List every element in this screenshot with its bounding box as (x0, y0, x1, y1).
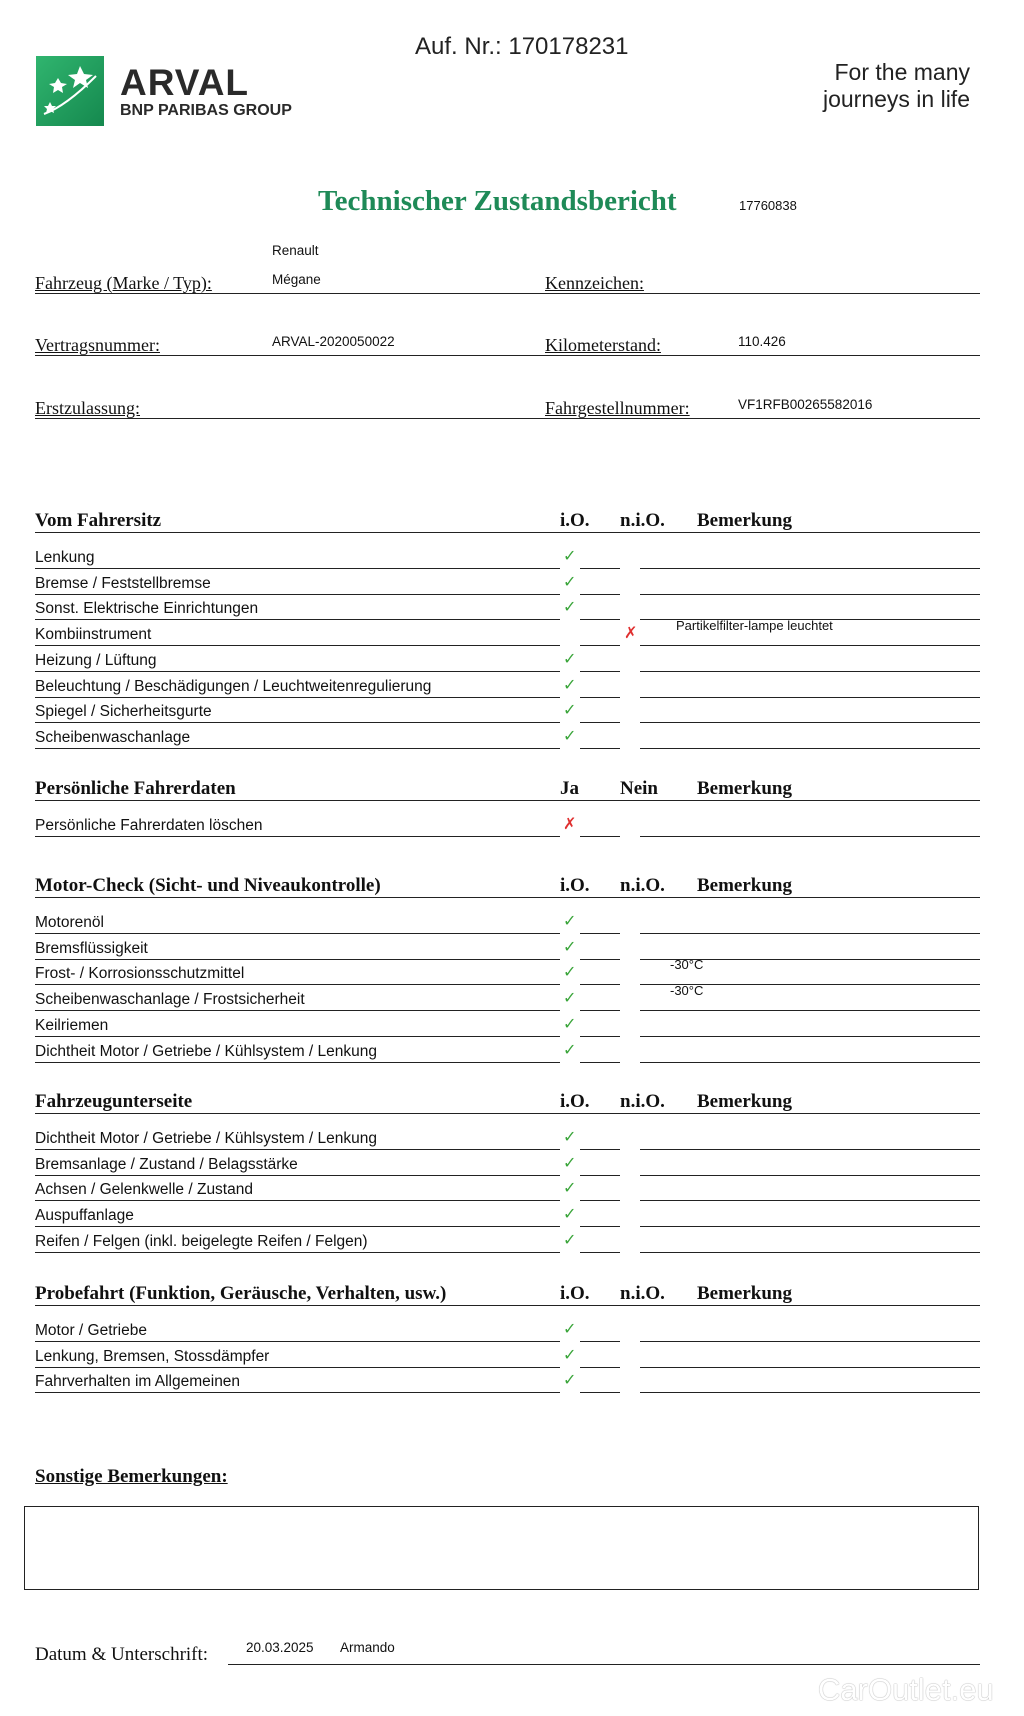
checklist-col2-line (580, 1062, 620, 1063)
checklist-col2-line (580, 697, 620, 698)
check-mark-icon[interactable]: ✓ (563, 1204, 577, 1224)
checklist-row-line (35, 1200, 560, 1201)
checklist-remark-line (640, 1200, 980, 1201)
check-mark-icon[interactable]: ✓ (563, 674, 577, 694)
arval-logo (36, 56, 336, 128)
checklist-item-label: Beleuchtung / Beschädigungen / Leuchtweitenregulierung (35, 677, 432, 695)
mileage-value: 110.426 (738, 334, 786, 349)
column-header-not-ok: n.i.O. (620, 510, 665, 531)
cross-mark-icon[interactable]: ✗ (624, 623, 638, 643)
checklist-item-label: Reifen / Felgen (inkl. beigelegte Reifen / Felgen) (35, 1232, 368, 1250)
checklist-row-line (35, 1036, 560, 1037)
checklist-row-line (35, 748, 560, 749)
check-mark-icon[interactable]: ✓ (563, 648, 577, 668)
check-mark-icon[interactable]: ✓ (563, 1319, 577, 1338)
checklist-row-line (35, 619, 560, 620)
checklist-col2-line (580, 836, 620, 837)
column-header-remark: Bemerkung (697, 510, 792, 531)
checklist-col2-line (580, 1036, 620, 1037)
contract-label: Vertragsnummer: (35, 335, 160, 355)
check-mark-icon[interactable]: ✓ (563, 988, 577, 1008)
check-mark-icon[interactable]: ✓ (563, 571, 577, 591)
checklist-row-line (35, 1175, 560, 1176)
checklist-row-line (35, 1367, 560, 1368)
column-header-not-ok: Nein (620, 778, 658, 799)
checklist-item-label: Fahrverhalten im Allgemeinen (35, 1373, 241, 1391)
checklist-item-label: Heizung / Lüftung (35, 651, 157, 669)
checklist-col2-line (580, 1175, 620, 1176)
tagline-line-1: For the many (834, 59, 970, 85)
report-id: 17760838 (739, 198, 797, 213)
signature-name: Armando (340, 1640, 395, 1655)
signature-date: 20.03.2025 (246, 1640, 314, 1655)
checklist-item-label: Frost- / Korrosionsschutzmittel (35, 965, 245, 983)
checklist-item-label: Lenkung, Bremsen, Stossdämpfer (35, 1347, 270, 1365)
checklist-item-label: Bremsflüssigkeit (35, 939, 148, 957)
tagline (790, 59, 970, 113)
checklist-remark-line (640, 1341, 980, 1342)
checklist-item-remark: -30°C (670, 957, 704, 973)
checklist-item-label: Motor / Getriebe (35, 1322, 147, 1339)
brand-group: BNP PARIBAS GROUP (120, 102, 292, 119)
watermark: CarOutlet.eu (818, 1672, 994, 1707)
section-divider (35, 532, 980, 533)
checklist-row-line (35, 1341, 560, 1342)
checklist-item-label: Dichtheit Motor / Getriebe / Kühlsystem / Lenkung (35, 1042, 378, 1060)
checklist-row-line (35, 933, 560, 934)
checklist-item-label: Scheibenwaschanlage / Frostsicherheit (35, 991, 305, 1009)
checklist-remark-line (640, 722, 980, 723)
section-divider (35, 800, 980, 801)
check-mark-icon[interactable]: ✓ (563, 1178, 577, 1198)
checklist-item-label: Kombiinstrument (35, 626, 152, 644)
checklist-remark-line (640, 748, 980, 749)
section-title: Probefahrt (Funktion, Geräusche, Verhalten, usw.) (35, 1283, 447, 1304)
checklist-row-line (35, 1010, 560, 1011)
check-mark-icon[interactable]: ✓ (563, 962, 577, 982)
column-header-ok: i.O. (560, 1283, 590, 1304)
check-mark-icon[interactable]: ✓ (563, 1152, 577, 1172)
checklist-col2-line (580, 568, 620, 569)
checklist-row-line (35, 1252, 560, 1253)
vin-label: Fahrgestellnummer: (545, 398, 690, 418)
check-mark-icon[interactable]: ✓ (563, 936, 577, 956)
column-header-ok: Ja (560, 778, 579, 799)
checklist-col2-line (580, 671, 620, 672)
vin-value: VF1RFB00265582016 (738, 397, 873, 412)
checklist-item-remark: -30°C (670, 983, 704, 999)
check-mark-icon[interactable]: ✓ (563, 1344, 577, 1364)
checklist-col2-line (580, 645, 620, 646)
check-mark-icon[interactable]: ✓ (563, 911, 577, 930)
checklist-remark-line (640, 594, 980, 595)
other-remarks-value (25, 1507, 978, 1519)
column-header-ok: i.O. (560, 510, 590, 531)
checklist-col2-line (580, 1226, 620, 1227)
checklist-item-label: Keilriemen (35, 1016, 109, 1034)
section-title: Fahrzeugunterseite (35, 1091, 193, 1112)
checklist-row-line (35, 836, 560, 837)
checklist-remark-line (640, 1252, 980, 1253)
checklist-row-line (35, 984, 560, 985)
checklist-col2-line (580, 1341, 620, 1342)
checklist-item-label: Sonst. Elektrische Einrichtungen (35, 600, 259, 618)
checklist-row-line (35, 671, 560, 672)
checklist-item-label: Bremsanlage / Zustand / Belagsstärke (35, 1155, 298, 1173)
checklist-col2-line (580, 1010, 620, 1011)
brand-name: ARVAL (120, 62, 250, 103)
column-header-not-ok: n.i.O. (620, 1091, 665, 1112)
checklist-col2-line (580, 1392, 620, 1393)
other-remarks-box[interactable] (24, 1506, 979, 1590)
checklist-remark-line (640, 1036, 980, 1037)
checklist-item-label: Achsen / Gelenkwelle / Zustand (35, 1181, 253, 1199)
vehicle-make: Renault (272, 243, 319, 258)
column-header-remark: Bemerkung (697, 875, 792, 896)
column-header-not-ok: n.i.O. (620, 1283, 665, 1304)
section-divider (35, 897, 980, 898)
checklist-row-line (35, 1226, 560, 1227)
checklist-item-label: Spiegel / Sicherheitsgurte (35, 703, 212, 721)
checklist-col2-line (580, 1367, 620, 1368)
checklist-item-label: Bremse / Feststellbremse (35, 574, 211, 592)
checklist-col2-line (580, 722, 620, 723)
checklist-col2-line (580, 594, 620, 595)
checklist-row-line (35, 697, 560, 698)
checklist-remark-line (640, 1010, 980, 1011)
cross-mark-icon[interactable]: ✗ (563, 814, 577, 833)
checklist-item-label: Motorenöl (35, 914, 104, 931)
other-remarks-label: Sonstige Bemerkungen: (35, 1466, 228, 1487)
checklist-remark-line (640, 1392, 980, 1393)
checklist-col2-line (580, 933, 620, 934)
signature-label: Datum & Unterschrift: (35, 1644, 209, 1665)
checklist-col2-line (580, 1200, 620, 1201)
checklist-remark-line (640, 836, 980, 837)
section-title: Persönliche Fahrerdaten (35, 778, 236, 799)
checklist-item-label: Scheibenwaschanlage (35, 728, 191, 746)
checklist-item-remark: Partikelfilter-lampe leuchtet (676, 618, 833, 634)
checklist-col2-line (580, 619, 620, 620)
checklist-remark-line (640, 1226, 980, 1227)
checklist-remark-line (640, 645, 980, 646)
column-header-remark: Bemerkung (697, 1091, 792, 1112)
checklist-remark-line (640, 1175, 980, 1176)
section-divider (35, 1113, 980, 1114)
checklist-row-line (35, 959, 560, 960)
section-divider (35, 1305, 980, 1306)
check-mark-icon[interactable]: ✓ (563, 546, 577, 565)
checklist-remark-line (640, 1149, 980, 1150)
order-number: Auf. Nr.: 170178231 (415, 33, 629, 60)
column-header-ok: i.O. (560, 875, 590, 896)
check-mark-icon[interactable]: ✓ (563, 1013, 577, 1033)
column-header-remark: Bemerkung (697, 1283, 792, 1304)
check-mark-icon[interactable]: ✓ (563, 1370, 577, 1390)
checklist-col2-line (580, 748, 620, 749)
contract-value: ARVAL-2020050022 (272, 334, 395, 349)
checklist-item-label: Persönliche Fahrerdaten löschen (35, 817, 263, 834)
vehicle-model: Mégane (272, 272, 321, 287)
checklist-remark-line (640, 697, 980, 698)
checklist-row-line (35, 645, 560, 646)
checklist-row-line (35, 1149, 560, 1150)
checklist-row-line (35, 568, 560, 569)
checklist-row-line (35, 1392, 560, 1393)
column-header-not-ok: n.i.O. (620, 875, 665, 896)
tagline-line-2: journeys in life (822, 86, 970, 112)
column-header-ok: i.O. (560, 1091, 590, 1112)
check-mark-icon[interactable]: ✓ (563, 1229, 577, 1249)
arval-logo-mark-icon (36, 56, 104, 126)
check-mark-icon[interactable]: ✓ (563, 1039, 577, 1059)
checklist-col2-line (580, 1252, 620, 1253)
column-header-remark: Bemerkung (697, 778, 792, 799)
checklist-col2-line (580, 959, 620, 960)
check-mark-icon[interactable]: ✓ (563, 1127, 577, 1146)
checklist-item-label: Lenkung (35, 549, 95, 566)
check-mark-icon[interactable]: ✓ (563, 725, 577, 745)
check-mark-icon[interactable]: ✓ (563, 700, 577, 720)
first-registration-label: Erstzulassung: (35, 398, 140, 418)
checklist-col2-line (580, 984, 620, 985)
section-title: Vom Fahrersitz (35, 510, 162, 531)
plate-label: Kennzeichen: (545, 273, 644, 293)
checklist-remark-line (640, 933, 980, 934)
vehicle-make-model-label: Fahrzeug (Marke / Typ): (35, 273, 212, 293)
checklist-col2-line (580, 1149, 620, 1150)
section-title: Motor-Check (Sicht- und Niveaukontrolle) (35, 875, 381, 896)
checklist-item-label: Auspuffanlage (35, 1207, 134, 1225)
checklist-remark-line (640, 1367, 980, 1368)
checklist-item-label: Dichtheit Motor / Getriebe / Kühlsystem / Lenkung (35, 1130, 378, 1147)
check-mark-icon[interactable]: ✓ (563, 597, 577, 617)
checklist-row-line (35, 594, 560, 595)
checklist-row-line (35, 722, 560, 723)
checklist-remark-line (640, 1062, 980, 1063)
mileage-label: Kilometerstand: (545, 335, 661, 355)
report-title: Technischer Zustandsbericht (318, 185, 677, 217)
checklist-row-line (35, 1062, 560, 1063)
checklist-remark-line (640, 671, 980, 672)
checklist-remark-line (640, 568, 980, 569)
